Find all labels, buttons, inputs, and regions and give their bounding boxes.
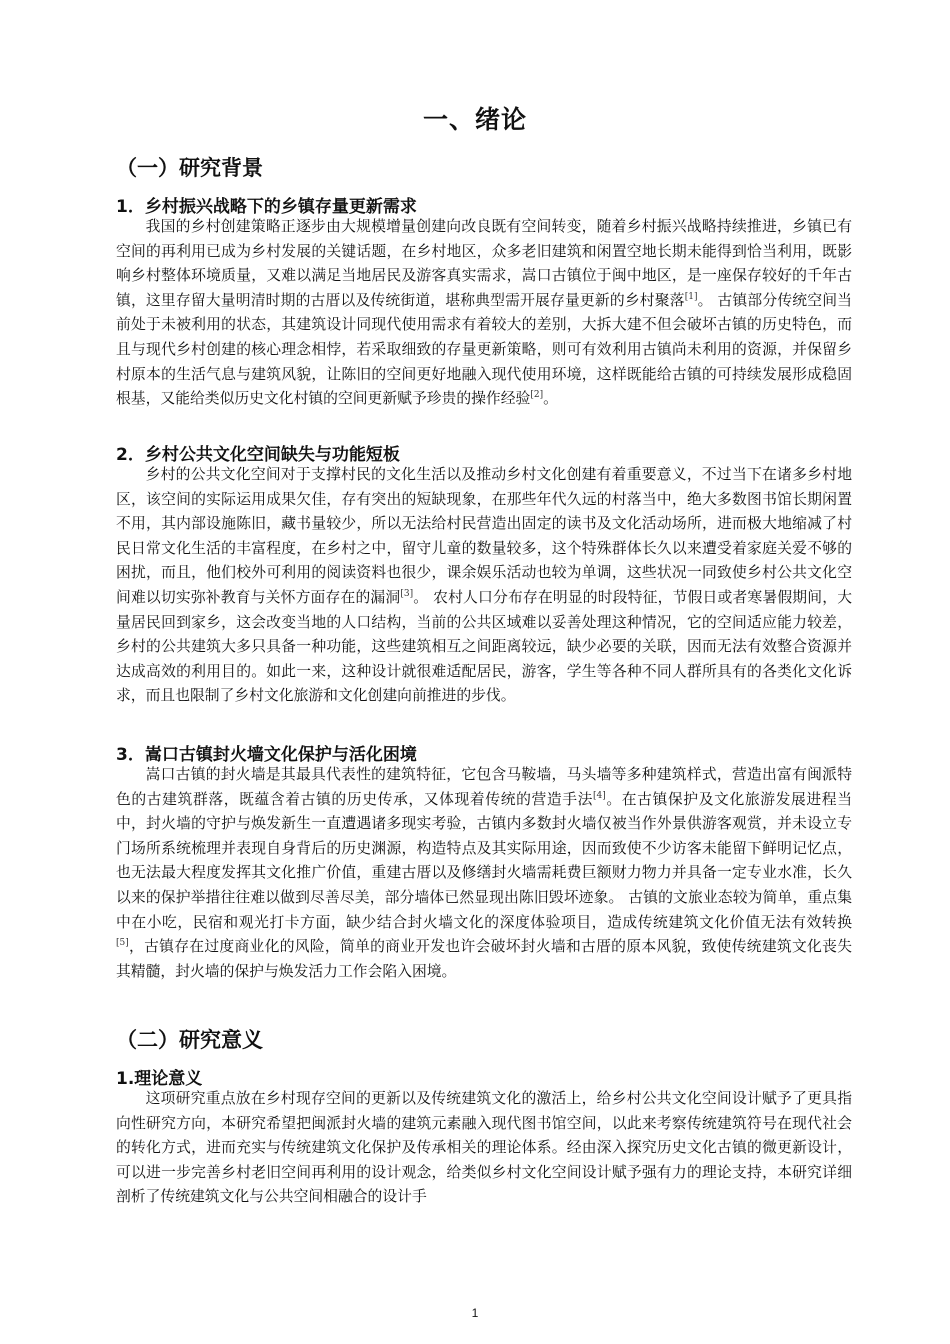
subsection-heading-3: 3．嵩口古镇封火墙文化保护与活化困境 [116, 745, 417, 765]
paragraph-text: 这项研究重点放在乡村现存空间的更新以及传统建筑文化的激活上，给乡村公共文化空间设计赋予了更具指向性研究方向，本研究希望把闽派封火墙的建筑元素融入现代图书馆空间，以此来考察传统建筑符号在现代社会的转化方式，进而充实与传统建筑文化保护及传承相关的理论体系。经由深入探究历史文化古镇的微更新设计，可以进一步完善乡村老旧空间再利用的设计观念，给类似乡村文化空间设计赋予强有力的理论支持，本研究详细剖析了传统建筑文化与公共空间相融合的设计手 [116, 1090, 852, 1206]
paragraph-text: 乡村的公共文化空间对于支撑村民的文化生活以及推动乡村文化创建有着重要意义，不过当下在诸多乡村地区，该空间的实际运用成果欠佳，存有突出的短缺现象，在那些年代久远的村落当中，绝大多数图书馆长期闲置不用，其内部设施陈旧，藏书量较少，所以无法给村民营造出固定的读书及文化活动场所，进而极大地缩减了村民日常文化生活的丰富程度，在乡村之中，留守儿童的数量较多，这个特殊群体长久以来遭受着家庭关爱不够的困扰，而且，他们校外可利用的阅读资料也很少，课余娱乐活动也较为单调，这些状况一同致使乡村公共文化空间难以切实弥补教育与关怀方面存在的漏洞 [116, 466, 852, 606]
citation-marker: [3] [400, 589, 414, 600]
subsection-heading-2: 2．乡村公共文化空间缺失与功能短板 [116, 445, 400, 465]
paragraph-text: 。 农村人口分布存在明显的时段特征，节假日或者寒暑假期间，大量居民回到家乡，这会改变当地的人口结构，当前的公共区域难以妥善处理这种情况，它的空间适应能力较差，乡村的公共建筑大多只具备一种功能，这些建筑相互之间距离较远，缺少必要的关联，因而无法有效整合资源并达成高效的利用目的。如此一来，这种设计就很难适配居民，游客，学生等各种不同人群所具有的各类化文化诉求，而且也限制了乡村文化旅游和文化创建向前推进的步伐。 [116, 588, 852, 705]
section-heading-significance: （二）研究意义 [116, 1028, 263, 1052]
paragraph-theory [116, 1087, 852, 1210]
paragraph-text: 。 古镇部分传统空间当前处于未被利用的状态，其建筑设计同现代使用需求有着较大的差别，大拆大建不但会破坏古镇的历史特色，而且与现代乡村创建的核心理念相悖，若采取细致的存量更新策略，则可有效利用古镇尚未利用的资源，并保留乡村原本的生活气息与建筑风貌，让陈旧的空间更好地融入现代使用环境，这样既能给古镇的可持续发展形成稳固根基，又能给类似历史文化村镇的空间更新赋予珍贵的操作经验 [116, 291, 852, 408]
citation-marker: [1] [684, 291, 698, 302]
paragraph-text: 。 [543, 390, 558, 408]
paragraph-firewall [116, 763, 852, 984]
paragraph-text: 。在古镇保护及文化旅游发展进程当中，封火墙的守护与焕发新生一直遭遇诸多现实考验，古镇内多数封火墙仅被当作外景供游客观赏，并未设立专门场所系统梳理并表现自身背后的历史渊源，构造特点及其实际用途，因而致使不少访客未能留下鲜明记忆点，也无法最大程度发挥其文化推广价值，重建古厝以及修缮封火墙需耗费巨额财力物力并具备一定专业水准，长久以来的保护举措往往难以做到尽善尽美，部分墙体已然显现出陈旧毁坏迹象。 古镇的文旅业态较为简单，重点集中在小吃，民宿和观光打卡方面，缺少结合封火墙文化的深度体验项目，造成传统建筑文化价值无法有效转换 [116, 790, 852, 931]
chapter-title: 一、绪论 [422, 105, 527, 134]
paragraph-text: ，古镇存在过度商业化的风险，简单的商业开发也许会破坏封火墙和古厝的原本风貌，致使传统建筑文化丧失其精髓，封火墙的保护与焕发活力工作会陷入困境。 [116, 938, 852, 980]
citation-marker: [2] [530, 390, 544, 401]
subsection-heading-1: 1．乡村振兴战略下的乡镇存量更新需求 [116, 197, 417, 217]
citation-marker: [5] [116, 938, 129, 949]
page-number: 1 [471, 1306, 479, 1320]
section-heading-background: （一）研究背景 [116, 156, 263, 180]
citation-marker: [4] [593, 790, 606, 801]
paragraph-public-space [116, 463, 852, 709]
paragraph-text: 嵩口古镇的封火墙是其最具代表性的建筑特征，它包含马鞍墙，马头墙等多种建筑样式，营造出富有闽派特色的古建筑群落，既蕴含着古镇的历史传承，又体现着传统的营造手法 [116, 766, 852, 808]
paragraph-rural-update [116, 215, 852, 412]
subsection-heading-theory: 1.理论意义 [116, 1069, 203, 1089]
paragraph-text: 我国的乡村创建策略正逐步由大规模增量创建向改良既有空间转变，随着乡村振兴战略持续推进，乡镇已有空间的再利用已成为乡村发展的关键话题，在乡村地区，众多老旧建筑和闲置空地长期未能得到恰当利用，既影响乡村整体环境质量，又难以满足当地居民及游客真实需求，嵩口古镇位于闽中地区，是一座保存较好的千年古镇，这里存留大量明清时期的古厝以及传统街道，堪称典型需开展存量更新的乡村聚落 [116, 218, 852, 309]
